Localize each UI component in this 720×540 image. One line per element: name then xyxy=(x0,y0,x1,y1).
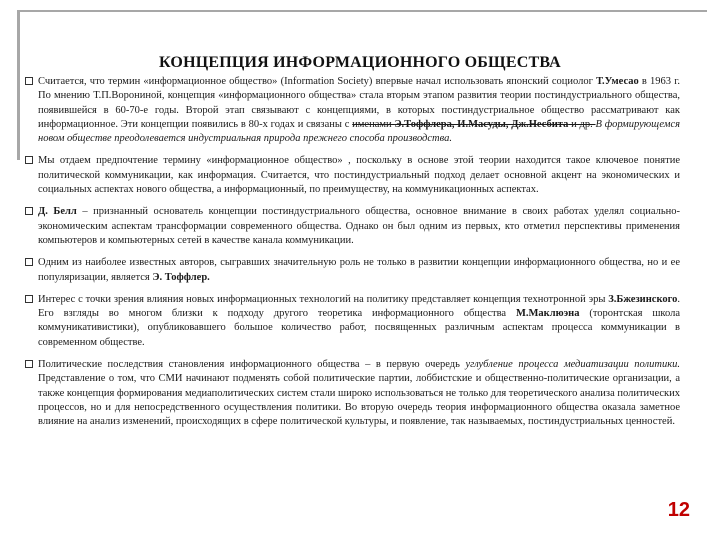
square-bullet-icon xyxy=(25,77,33,85)
square-bullet-icon xyxy=(25,258,33,266)
page-number: 12 xyxy=(667,499,690,521)
slide-body xyxy=(38,75,680,438)
decorative-frame-left xyxy=(17,10,20,160)
text: Одним из наиболее известных авторов, сыгравших значительную роль не только в развитии концепции информационного общества, но и ее популяризации, является xyxy=(38,257,680,283)
text: Мы отдаем предпочтение термину «информационное общество» , поскольку в основе этой теории находится такое ключевое понятие политической коммуникации, как информация. Считается, что постиндустриальный подход делает основной акцент на экономических и социальных аспектах нового общества, а информационный, по преимуществу, на коммуникационных аспектах. xyxy=(38,155,680,196)
text: – признанный основатель концепции постиндустриального общества, основное внимание в своих работах уделял социально-экономическим аспектам трансформации современного общества. Однако он был одним из первых, кто отметил перспективы применения компьютеров и компьютерных сетей в качестве канала коммуникации. xyxy=(38,206,680,246)
author-name: М.Маклюэна xyxy=(515,308,580,320)
text: Политические последствия становления информационного общества – в первую очередь xyxy=(38,359,466,371)
text: в 1963 г. По мнению Т.П.Ворониной, концепция «информационного общества» стала вторым этапом развития теории постиндустриального общества, появившейся в 60-70-е годы. Второй этап связывают с концепциями, в которых постиндустриальное общество рассматривают как информационное. Эти концепции появились в 80-х годах и связаны с xyxy=(38,76,680,130)
paragraph-3 xyxy=(38,205,680,248)
italic-text: углубление процесса медиатизации политики. xyxy=(465,359,680,371)
text: Интерес с точки зрения влияния новых информационных технологий на политику представляет концепция технотронной эры xyxy=(38,293,609,305)
paragraph-6 xyxy=(38,358,680,429)
paragraph-5 xyxy=(38,293,680,350)
author-name: З.Бжезинского xyxy=(608,293,678,305)
author-name: Э. Тоффлер. xyxy=(152,271,210,283)
square-bullet-icon xyxy=(25,156,33,164)
paragraph-2 xyxy=(38,154,680,197)
decorative-frame-top xyxy=(17,10,707,12)
paragraph-4 xyxy=(38,256,680,285)
text: Представление о том, что СМИ начинают подменять собой политические партии, лоббистские и общественно-политические организации, а также концепция формирования медиаполитических систем стали широко использоваться не только для теоретического анализа политических процессов, но и для непосредственного осуществления политики. Во вторую очередь теория информационного общества оказала заметное влияние на анализ изменений, происходящих в сфере политической культуры, и появление, так называемых, постиндустриальных ценностей. xyxy=(38,373,680,428)
italic-text: В формирующемся новом обществе преодолевается индустриальная природа прежнего способа производства. xyxy=(38,118,681,145)
paragraph-1 xyxy=(38,75,680,146)
square-bullet-icon xyxy=(25,295,33,303)
square-bullet-icon xyxy=(25,360,33,368)
text: (торонтская школа коммуникативистики), опубликовавшего большое количество работ, посвященных различным аспектам процесса коммуникации в современном обществе. xyxy=(38,308,680,348)
author-name: Т.Умесао xyxy=(596,76,639,87)
author-names: Э.Тоффлера, И.Масуды, Дж.Несбита xyxy=(394,118,569,130)
square-bullet-icon xyxy=(25,207,33,215)
slide-title: КОНЦЕПЦИЯ ИНФОРМАЦИОННОГО ОБЩЕСТВА xyxy=(159,54,561,71)
struck-text: именами xyxy=(352,118,395,130)
text: . Его взгляды во многом близки к подходу другого теоретика информационного общества xyxy=(38,293,680,320)
text: и др. xyxy=(568,118,596,130)
author-name: Д. Белл xyxy=(38,206,77,218)
text: Считается, что термин «информационное общество» (Information Society) впервые начал использовать японский социолог xyxy=(38,76,597,87)
